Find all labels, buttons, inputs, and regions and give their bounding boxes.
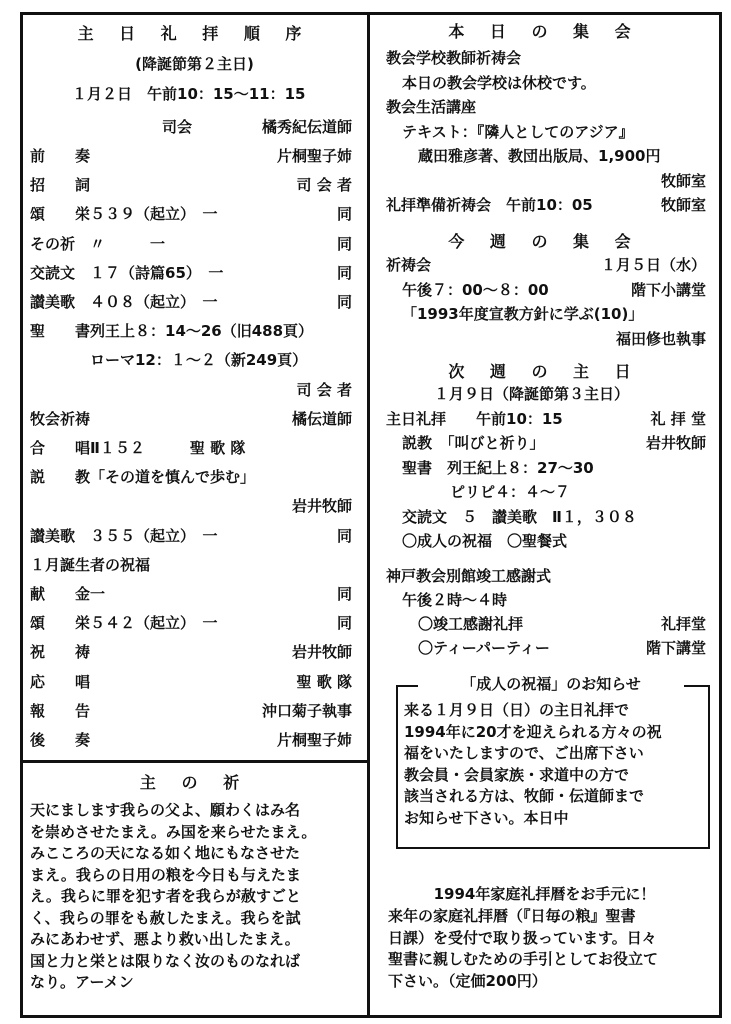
kobe-line: 〇竣工感謝礼拝 [418, 615, 524, 633]
week-line-right: 階下小講堂 [630, 280, 706, 299]
calendar-text [388, 906, 708, 992]
lords-prayer-title: 主 の 祈 [139, 773, 250, 792]
order-item-detail: ４０８（起立） 一 [90, 293, 218, 311]
order-item-detail: 〃 一 [90, 234, 166, 253]
kobe-line: 〇ティーパーティー [418, 639, 550, 657]
order-item-person: 同 [336, 585, 352, 603]
prayer-line: 国と力と栄とは限りなく汝のものなれば [30, 951, 301, 970]
order-item-person: 同 [336, 234, 352, 253]
next-line: 交読文 ５ 讃美歌 Ⅱ１，３０８ [402, 507, 637, 526]
order-item-person: 橘伝道師 [291, 409, 352, 428]
order-item-detail: 一 [90, 585, 106, 603]
next-line: 説教 「叫びと祈り」 [402, 434, 545, 452]
column-divider [367, 12, 370, 1015]
today-line: 教会生活講座 [386, 98, 477, 116]
order-item-label: 頌 栄 [30, 205, 91, 224]
week-line-right: 福田修也執事 [615, 329, 706, 348]
order-item-label: 報 告 [30, 701, 91, 720]
prayer-line: 天にまします我らの父よ、願わくはみ名 [30, 801, 301, 819]
notice-text [404, 700, 704, 829]
order-item-person: 司 会 者 [296, 176, 352, 195]
order-item-label: 讃美歌 [30, 293, 76, 311]
notice-line: 1994年に20才を迎えられる方々の祝 [404, 722, 662, 741]
order-item-person: 司 会 者 [296, 380, 352, 399]
order-item-label: １月誕生者の祝福 [30, 555, 151, 574]
today-line: テキスト：『隣人としてのアジア』 [402, 122, 634, 141]
next-line: １月９日（降誕節第３主日） [434, 385, 630, 403]
today-meetings-title: 本 日 の 集 会 [448, 22, 641, 41]
prayer-line: なり。アーメン [30, 973, 134, 991]
order-item-detail: 列王上８：14〜26（旧488頁） [90, 322, 314, 341]
next-line: 主日礼拝 午前10：15 [386, 409, 563, 428]
calendar-line: 来年の家庭礼拝暦（『日毎の粮』聖書 [388, 907, 636, 925]
next-line: ピリピ４：４〜７ [450, 483, 571, 501]
kobe-line-right: 階下講堂 [645, 639, 706, 657]
order-of-worship-subtitle: (降誕節第２主日) [135, 55, 254, 73]
order-item-label: 前 奏 [30, 147, 91, 165]
prayer-line: を崇めさせたまえ。み国を来らせたまえ。 [30, 822, 317, 841]
order-item-label: 合 唱 [30, 439, 91, 457]
order-of-worship-title: 主 日 礼 拝 順 序 [77, 24, 312, 43]
order-item-label: 説 教 [30, 468, 91, 487]
order-item-label: 聖 書 [30, 322, 91, 341]
today-line: 礼拝準備祈祷会 午前10：05 [386, 196, 593, 214]
order-item-person: 岩井牧師 [291, 497, 352, 516]
prayer-line: まえ。我らの日用の粮を今日も与えたま [30, 865, 301, 884]
order-item-person: 同 [336, 614, 352, 633]
prayer-line: みこころの天になる如く地にもなさせた [30, 844, 301, 862]
calendar-line: 下さい。（定価200円） [388, 971, 547, 990]
order-item-detail: ５４２（起立） 一 [90, 614, 218, 633]
order-item-person: 沖口菊子執事 [261, 701, 352, 720]
order-item-detail: 「その道を慎んで歩む」 [90, 468, 256, 487]
lords-prayer-text [30, 800, 360, 994]
week-line: 午後７：00〜８：00 [402, 280, 549, 299]
calendar-line: 日課）を受付で取り扱っています。日々 [388, 928, 657, 947]
order-item-label: 祝 祷 [30, 643, 91, 662]
order-item-label: 牧会祈祷 [30, 409, 91, 428]
next-line: 聖書 列王紀上８：27〜30 [402, 458, 594, 477]
today-line-right: 牧師室 [660, 171, 706, 190]
order-item-label: 献 金 [30, 585, 91, 603]
next-line-right: 礼 拝 堂 [650, 409, 706, 428]
order-item-detail: ローマ12：１〜２（新249頁） [90, 351, 308, 370]
order-item-person: 片桐聖子姉 [276, 147, 352, 165]
week-line: 「1993年度宣教方針に学ぶ(10)」 [402, 305, 644, 323]
today-line: 本日の教会学校は休校です。 [402, 73, 596, 92]
service-date: １月２日 午前10：15〜11：15 [72, 85, 306, 103]
today-line: 教会学校教師祈祷会 [386, 49, 522, 67]
order-item-label: 後 奏 [30, 731, 91, 749]
order-item-detail: ３５５（起立） 一 [90, 526, 218, 545]
next-line-right: 岩井牧師 [645, 434, 706, 452]
calendar-title: 1994年家庭礼拝暦をお手元に！ [433, 885, 656, 903]
notice-line: 該当される方は、牧師・伝道師まで [404, 787, 645, 805]
order-item-detail: Ⅱ１５２ 聖 歌 隊 [90, 439, 246, 457]
order-item-label: 交読文 [30, 263, 76, 282]
kobe-line-right: 礼拝堂 [660, 615, 706, 633]
order-item-person: 同 [336, 263, 352, 282]
calendar-line: 聖書に親しむための手引としてお役立て [388, 950, 659, 968]
presider-name: 橘秀紀伝道師 [261, 118, 352, 136]
order-item-label: 讃美歌 [30, 526, 76, 545]
order-item-person: 同 [336, 205, 352, 224]
notice-line: 来る１月９日（日）の主日礼拝で [404, 701, 630, 719]
next-sunday-title: 次 週 の 主 日 [448, 362, 641, 381]
prayer-line: みにあわせず、悪より救い出したまえ。 [30, 930, 300, 948]
today-line-right: 牧師室 [660, 196, 706, 214]
order-item-label: 招 詞 [30, 176, 91, 195]
next-line: 〇成人の祝福 〇聖餐式 [402, 532, 568, 550]
week-line-right: １月５日（水） [600, 256, 706, 274]
notice-line: 教会員・会員家族・求道中の方で [404, 765, 630, 784]
order-item-detail: １７（詩篇65） 一 [90, 263, 224, 282]
section-divider [20, 760, 367, 763]
today-line: 蔵田雅彦著、教団出版局、1,900円 [418, 147, 661, 165]
notice-line: 福をいたしますので、ご出席下さい [404, 744, 644, 762]
week-meetings-title: 今 週 の 集 会 [448, 232, 641, 251]
order-item-person: 同 [336, 293, 352, 311]
order-item-person: 同 [336, 526, 352, 545]
order-item-label: 応 唱 [30, 672, 91, 691]
kobe-line: 午後２時〜４時 [402, 591, 508, 609]
order-item-detail: ５３９（起立） 一 [90, 205, 218, 224]
week-line: 祈祷会 [386, 256, 432, 274]
order-item-label: その祈 [30, 234, 76, 253]
order-item-label: 頌 栄 [30, 614, 91, 633]
order-item-person: 片桐聖子姉 [276, 731, 352, 749]
notice-title: 「成人の祝福」のお知らせ [418, 674, 684, 694]
notice-line: お知らせ下さい。本日中 [404, 808, 569, 827]
kobe-line: 神戸教会別館竣工感謝式 [386, 567, 552, 585]
order-item-person: 聖 歌 隊 [296, 672, 352, 691]
prayer-line: え。我らに罪を犯す者を我らが赦すごと [30, 887, 301, 905]
presider-label: 司会 [162, 118, 193, 136]
prayer-line: く、我らの罪をも赦したまえ。我らを試 [30, 908, 301, 927]
order-item-person: 岩井牧師 [291, 643, 352, 662]
